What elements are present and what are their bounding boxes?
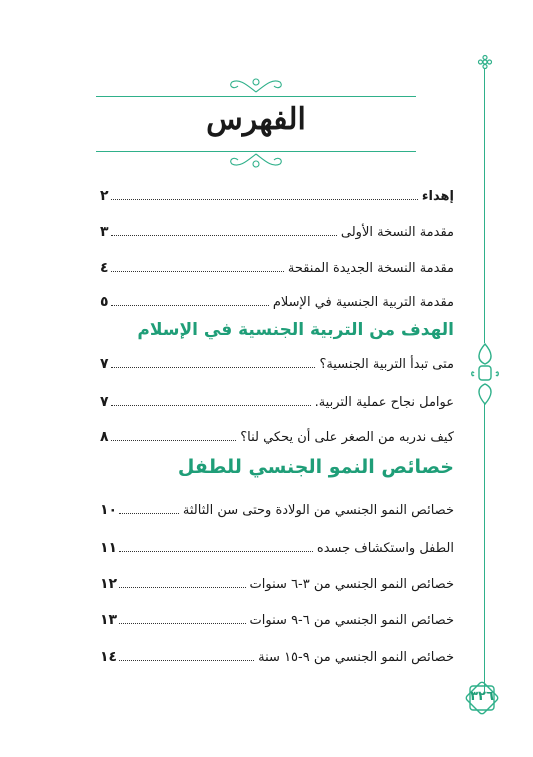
toc-entry-page: ١٤ <box>100 649 118 665</box>
section-heading: خصائص النمو الجنسي للطفل <box>177 456 454 478</box>
toc-entry-label: خصائص النمو الجنسي من الولادة وحتى سن الثالثة <box>182 503 454 518</box>
toc-entry[interactable] <box>100 350 454 372</box>
toc-entry-label: متى تبدأ التربية الجنسية؟ <box>319 357 454 372</box>
toc-entry-page: ٢ <box>100 188 109 204</box>
leader-dots <box>119 513 179 514</box>
leader-dots <box>111 405 311 406</box>
toc-entry-label: الطفل واستكشاف جسده <box>316 541 454 556</box>
leader-dots <box>111 235 337 236</box>
section-heading: الهدف من التربية الجنسية في الإسلام <box>137 320 454 340</box>
toc-entry[interactable] <box>100 288 454 310</box>
toc-entry-page: ١٠ <box>100 502 118 518</box>
leader-dots <box>119 623 245 624</box>
toc-entry[interactable] <box>100 606 454 628</box>
toc-entry[interactable] <box>100 423 454 445</box>
leader-dots <box>119 587 245 588</box>
toc-entry[interactable] <box>100 218 454 240</box>
leader-dots <box>111 271 284 272</box>
page-number-badge <box>461 680 503 716</box>
toc-entry-page: ٣ <box>100 224 109 240</box>
leader-dots <box>111 199 418 200</box>
toc-entry[interactable] <box>100 570 454 592</box>
toc-entry[interactable] <box>100 534 454 556</box>
toc-entry-page: ٥ <box>100 294 109 310</box>
toc-entry[interactable] <box>100 643 454 665</box>
toc-entry-label: كيف ندربه من الصغر على أن يحكي لنا؟ <box>240 430 454 445</box>
toc-entry-label: مقدمة التربية الجنسية في الإسلام <box>272 295 454 310</box>
leader-dots <box>111 440 237 441</box>
toc-entry-label: مقدمة النسخة الأولى <box>340 225 454 240</box>
toc-entry-label: مقدمة النسخة الجديدة المنقحة <box>287 261 454 276</box>
toc-entry-page: ٧ <box>100 394 109 410</box>
leader-dots <box>119 660 254 661</box>
leader-dots <box>111 305 269 306</box>
toc-entry-label: عوامل نجاح عملية التربية. <box>314 395 454 410</box>
toc-entry-page: ١١ <box>100 540 118 556</box>
page-number: ٣٢٦ <box>470 689 494 704</box>
toc-entry[interactable] <box>100 388 454 410</box>
toc-entry[interactable] <box>100 182 454 204</box>
toc-entry[interactable] <box>100 254 454 276</box>
toc-entry-label: خصائص النمو الجنسي من ٦-٩ سنوات <box>249 613 454 628</box>
toc-entry-page: ١٢ <box>100 576 118 592</box>
toc-entry[interactable] <box>100 496 454 518</box>
toc-entry-page: ١٣ <box>100 612 118 628</box>
toc-entry-label: خصائص النمو الجنسي من ٩-١٥ سنة <box>258 650 454 665</box>
leader-dots <box>111 367 316 368</box>
leader-dots <box>119 551 313 552</box>
toc-entry-page: ٤ <box>100 260 109 276</box>
page-title: الفهرس <box>206 102 306 137</box>
toc-entry-label: إهداء <box>421 189 454 204</box>
toc-entry-label: خصائص النمو الجنسي من ٣-٦ سنوات <box>249 577 454 592</box>
toc-entry-page: ٧ <box>100 356 109 372</box>
toc-entry-page: ٨ <box>100 429 109 445</box>
